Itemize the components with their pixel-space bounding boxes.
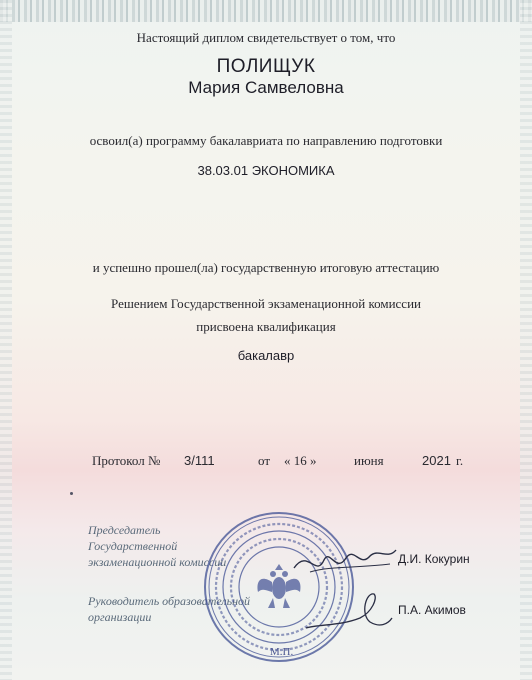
protocol-year-suffix: г. [456,453,464,468]
protocol-month: июня [354,453,384,468]
official-seal-stamp [200,508,358,666]
head-signature [300,588,396,636]
chair-label-line1: Председатель [88,523,161,537]
head-label-line1: Руководитель образовательной [88,594,251,608]
head-name: П.А. Акимов [398,603,466,617]
graduate-given-names: Мария Самвеловна [188,78,344,97]
protocol-row [92,453,472,473]
protocol-number: 3/111 [184,453,215,468]
program-name: 38.03.01 ЭКОНОМИКА [197,163,335,178]
guilloche-border-left [0,0,12,680]
guilloche-border-top [0,0,532,22]
attestation-text: и успешно прошел(ла) государственную итоговую аттестацию [92,260,440,275]
protocol-label: Протокол № [92,453,161,468]
mastered-text: освоил(а) программу бакалавриата по направлению подготовки [89,133,443,148]
chair-signature [290,538,400,586]
protocol-year: 2021 [422,453,451,468]
chair-name: Д.И. Кокурин [398,552,470,566]
chair-label-line2: Государственной [88,539,178,553]
protocol-from-label: от [258,453,271,468]
intro-text: Настоящий диплом свидетельствует о том, что [136,30,396,45]
commission-decision-text: Решением Государственной экзаменационной комиссии [111,296,421,311]
graduate-surname: ПОЛИЩУК [216,56,316,77]
stamp-mark-label: М.П. [270,646,294,658]
qualification-value: бакалавр [237,348,295,363]
protocol-day: « 16 » [284,453,317,468]
head-label-line2: организации [88,610,152,624]
chair-label-line3: экзаменационной комиссии [88,555,227,569]
ink-dot [70,492,73,495]
qualification-assigned-text: присвоена квалификация [196,319,336,334]
guilloche-border-right [520,0,532,680]
